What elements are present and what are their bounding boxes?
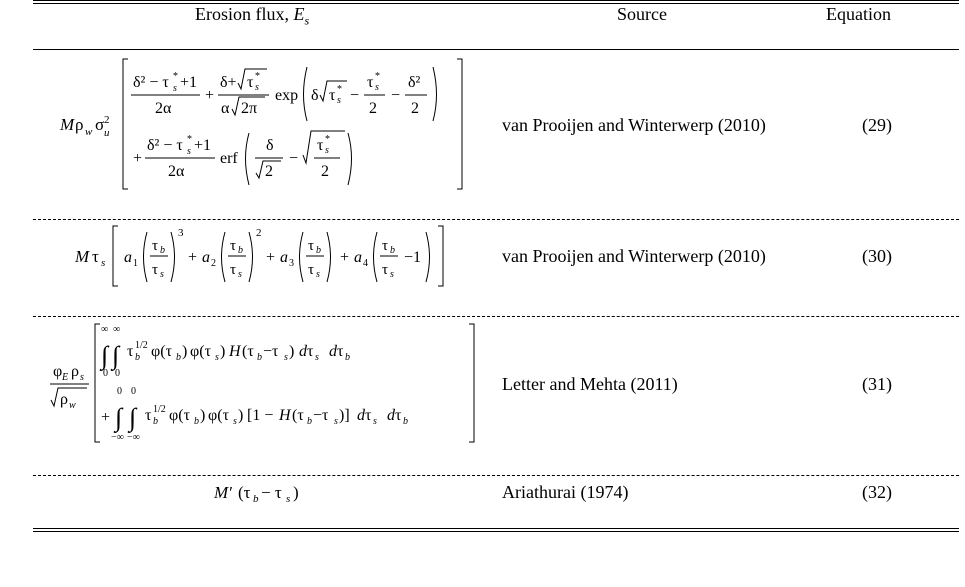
svg-text:b: b xyxy=(194,416,199,427)
table-bottom-rule xyxy=(33,528,959,529)
svg-text:−τ: −τ xyxy=(313,407,329,424)
table-bottom-rule-2 xyxy=(33,531,959,532)
svg-text:a: a xyxy=(280,249,288,266)
svg-text:b: b xyxy=(316,245,321,256)
svg-text:τ: τ xyxy=(247,74,254,91)
svg-text:): ) xyxy=(182,343,188,360)
svg-text:−: − xyxy=(391,87,401,104)
svg-text:b: b xyxy=(307,416,312,427)
svg-text:)]: )] xyxy=(339,407,350,424)
equation-number-31: (31) xyxy=(862,374,892,394)
svg-text:s: s xyxy=(255,82,259,93)
source-31: Letter and Mehta (2011) xyxy=(502,374,678,394)
svg-text:∞: ∞ xyxy=(113,324,121,335)
svg-text:0: 0 xyxy=(115,368,120,379)
svg-text:): ) xyxy=(238,407,244,424)
svg-text:0: 0 xyxy=(117,386,122,397)
svg-text:M: M xyxy=(60,115,75,134)
svg-text:σ: σ xyxy=(95,115,105,134)
svg-text:τ: τ xyxy=(308,262,315,278)
svg-text:∞: ∞ xyxy=(101,324,109,335)
svg-text:s: s xyxy=(316,269,320,280)
svg-text:τ: τ xyxy=(307,343,314,360)
svg-text:a: a xyxy=(354,249,362,266)
svg-text:*: * xyxy=(255,71,260,82)
svg-text:): ) xyxy=(289,343,295,360)
formula-29 xyxy=(55,55,475,195)
svg-text:+: + xyxy=(133,150,143,167)
svg-text:d: d xyxy=(387,407,395,424)
svg-text:1: 1 xyxy=(133,258,138,269)
svg-text:H: H xyxy=(279,407,291,424)
row-divider xyxy=(33,219,959,220)
svg-text:[1 −: [1 − xyxy=(247,407,274,424)
source-29: van Prooijen and Winterwerp (2010) xyxy=(502,115,766,135)
svg-text:ρ: ρ xyxy=(75,115,84,134)
svg-text:τ: τ xyxy=(337,343,344,360)
svg-text:*: * xyxy=(173,71,178,82)
svg-text:τ: τ xyxy=(230,238,237,254)
svg-text:2: 2 xyxy=(265,163,273,180)
svg-text:s: s xyxy=(80,372,84,383)
svg-text:τ: τ xyxy=(152,262,159,278)
svg-text:τ: τ xyxy=(308,238,315,254)
equation-number-32: (32) xyxy=(862,482,892,502)
svg-text:(τ: (τ xyxy=(238,483,251,502)
svg-text:0: 0 xyxy=(103,368,108,379)
equation-number-29: (29) xyxy=(862,115,892,135)
svg-text:α: α xyxy=(221,100,230,117)
svg-text:d: d xyxy=(329,343,337,360)
svg-text:(τ: (τ xyxy=(292,407,304,424)
svg-text:2α: 2α xyxy=(155,100,172,117)
svg-text:b: b xyxy=(345,352,350,363)
svg-text:φ: φ xyxy=(53,363,63,380)
row-divider xyxy=(33,316,959,317)
svg-text:φ(τ: φ(τ xyxy=(151,343,172,360)
svg-text:u: u xyxy=(104,127,110,139)
svg-text:−∞: −∞ xyxy=(111,432,124,443)
svg-text:τ: τ xyxy=(317,137,324,154)
svg-text:s: s xyxy=(173,83,177,94)
svg-text:2: 2 xyxy=(256,227,262,239)
svg-text:s: s xyxy=(101,257,106,269)
svg-text:s: s xyxy=(233,416,237,427)
svg-text:2: 2 xyxy=(104,114,110,126)
svg-text:s: s xyxy=(375,82,379,93)
svg-text:s: s xyxy=(325,145,329,156)
svg-text:−∞: −∞ xyxy=(127,432,140,443)
svg-text:b: b xyxy=(153,416,158,427)
svg-text:s: s xyxy=(215,352,219,363)
svg-text:s: s xyxy=(390,269,394,280)
svg-text:τ: τ xyxy=(127,343,134,360)
svg-text:2α: 2α xyxy=(168,163,185,180)
svg-text:τ: τ xyxy=(365,407,372,424)
svg-text:ρ: ρ xyxy=(71,363,79,380)
svg-text:−τ: −τ xyxy=(263,343,279,360)
header-rule xyxy=(33,49,959,50)
svg-text:M: M xyxy=(75,247,90,266)
svg-text:φ(τ: φ(τ xyxy=(190,343,211,360)
svg-text:*: * xyxy=(337,84,342,95)
svg-text:s: s xyxy=(315,352,319,363)
svg-text:+: + xyxy=(266,249,276,266)
svg-text:b: b xyxy=(238,245,243,256)
table-top-rule xyxy=(33,0,959,1)
svg-text:*: * xyxy=(325,134,330,145)
svg-text:*: * xyxy=(187,134,192,145)
svg-text:4: 4 xyxy=(363,258,368,269)
svg-text:s: s xyxy=(286,493,291,505)
svg-text:3: 3 xyxy=(289,258,294,269)
svg-text:− τ: − τ xyxy=(261,483,282,502)
svg-text:τ: τ xyxy=(367,74,374,91)
svg-text:φ(τ: φ(τ xyxy=(169,407,190,424)
svg-text:−: − xyxy=(350,87,360,104)
svg-text:∫: ∫ xyxy=(115,403,123,432)
svg-text:erf: erf xyxy=(220,150,238,167)
svg-text:∫: ∫ xyxy=(129,403,137,432)
svg-text:+: + xyxy=(205,87,215,104)
svg-text:a: a xyxy=(124,249,132,266)
svg-text:s: s xyxy=(284,352,288,363)
svg-text:(τ: (τ xyxy=(242,343,254,360)
svg-text:τ: τ xyxy=(92,247,99,266)
svg-text:ρ: ρ xyxy=(60,391,68,408)
svg-text:φ(τ: φ(τ xyxy=(208,407,229,424)
svg-text:b: b xyxy=(160,245,165,256)
svg-text:1/2: 1/2 xyxy=(135,340,148,351)
svg-text:): ) xyxy=(293,483,299,502)
svg-text:+1: +1 xyxy=(194,137,212,154)
svg-text:τ: τ xyxy=(382,262,389,278)
svg-text:M′: M′ xyxy=(214,483,232,502)
svg-text:δ² − τ: δ² − τ xyxy=(147,137,183,154)
svg-text:2: 2 xyxy=(369,100,377,117)
svg-text:s: s xyxy=(337,95,341,106)
svg-text:s: s xyxy=(373,416,377,427)
svg-text:H: H xyxy=(229,343,241,360)
svg-text:b: b xyxy=(403,416,408,427)
svg-text:δ²: δ² xyxy=(408,74,421,91)
svg-text:∫: ∫ xyxy=(101,341,109,370)
svg-text:a: a xyxy=(202,249,210,266)
source-30: van Prooijen and Winterwerp (2010) xyxy=(502,246,766,266)
header-source: Source xyxy=(617,4,667,24)
svg-text:w: w xyxy=(69,400,76,411)
svg-text:2: 2 xyxy=(321,163,329,180)
svg-text:τ: τ xyxy=(395,407,402,424)
svg-text:s: s xyxy=(160,269,164,280)
source-32: Ariathurai (1974) xyxy=(502,482,629,502)
svg-text:w: w xyxy=(85,126,93,138)
svg-text:2π: 2π xyxy=(241,100,258,117)
svg-text:): ) xyxy=(200,407,206,424)
svg-text:3: 3 xyxy=(178,227,184,239)
svg-text:b: b xyxy=(135,352,140,363)
formula-31 xyxy=(45,320,485,450)
formula-32 xyxy=(210,478,350,508)
svg-text:d: d xyxy=(357,407,365,424)
svg-text:δ: δ xyxy=(266,137,274,154)
equation-number-30: (30) xyxy=(862,246,892,266)
svg-text:+: + xyxy=(340,249,350,266)
svg-text:−1: −1 xyxy=(404,249,422,266)
row-divider xyxy=(33,475,959,476)
svg-text:2: 2 xyxy=(411,100,419,117)
svg-text:b: b xyxy=(176,352,181,363)
svg-text:*: * xyxy=(375,71,380,82)
svg-text:d: d xyxy=(299,343,307,360)
svg-text:δ² − τ: δ² − τ xyxy=(133,74,169,91)
formula-30 xyxy=(70,222,460,290)
svg-text:): ) xyxy=(220,343,226,360)
svg-text:0: 0 xyxy=(131,386,136,397)
header-equation: Equation xyxy=(826,4,891,24)
svg-text:τ: τ xyxy=(145,407,152,424)
svg-text:δ: δ xyxy=(311,87,319,104)
svg-text:s: s xyxy=(187,146,191,157)
svg-text:b: b xyxy=(390,245,395,256)
svg-text:τ: τ xyxy=(152,238,159,254)
svg-text:exp: exp xyxy=(275,87,299,104)
header-erosion-flux: Erosion flux, $E_s$ xyxy=(195,4,310,28)
svg-text:τ: τ xyxy=(329,87,336,104)
svg-text:τ: τ xyxy=(382,238,389,254)
svg-text:b: b xyxy=(253,493,259,505)
svg-text:τ: τ xyxy=(230,262,237,278)
svg-text:δ+: δ+ xyxy=(220,74,237,91)
svg-text:+1: +1 xyxy=(180,74,198,91)
svg-text:E: E xyxy=(62,372,69,383)
svg-text:+: + xyxy=(188,249,198,266)
svg-text:b: b xyxy=(257,352,262,363)
svg-text:1/2: 1/2 xyxy=(153,404,166,415)
svg-text:+: + xyxy=(101,409,111,426)
svg-text:2: 2 xyxy=(211,258,216,269)
table-top-rule-2 xyxy=(33,3,959,4)
svg-text:s: s xyxy=(334,416,338,427)
svg-text:s: s xyxy=(238,269,242,280)
svg-text:∫: ∫ xyxy=(112,341,120,370)
svg-text:−: − xyxy=(289,150,299,167)
